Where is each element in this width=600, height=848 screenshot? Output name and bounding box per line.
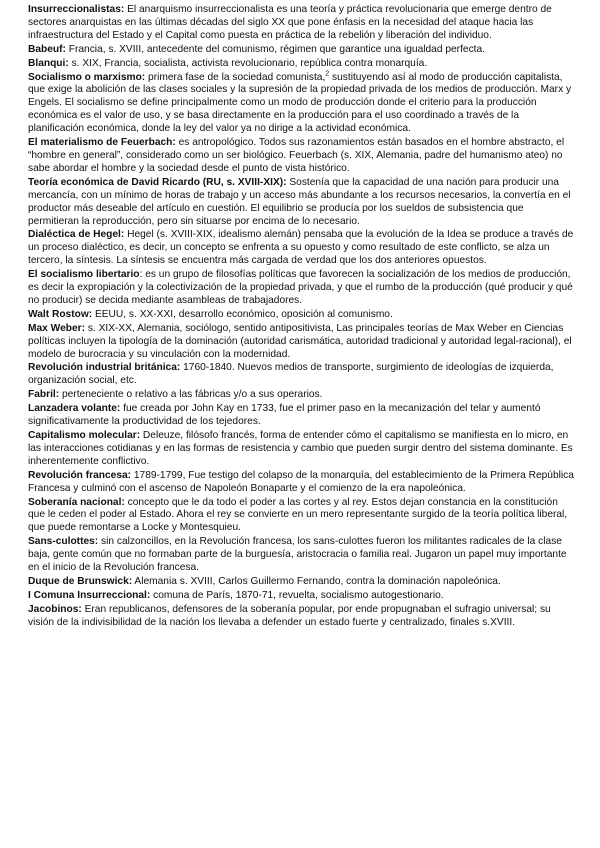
entry-definition: Hegel (s. XVIII-XIX, idealismo alemán) pensaba que la evolución de la Idea se produce a través de un proceso dialéctico, es decir, un concepto se enfrenta a su opuesto y como resultado de este conflicto, se alza un tercero, la síntesis. La síntesis se encuentra más cargada de verdad que los dos anteriores opuestos. bbox=[28, 229, 574, 267]
entry-blanqui bbox=[28, 58, 574, 71]
entry-soberania-nacional bbox=[28, 497, 574, 536]
entry-term: Dialéctica de Hegel: bbox=[28, 229, 125, 241]
entry-materialismo-feuerbach bbox=[28, 137, 574, 176]
entry-definition: Sostenía que la capacidad de una nación para producir una mercancía, con un mínimo de horas de trabajo y un acceso más abundante a los recursos necesarios, la convertía en el productor más deseable del artículo en cuestión. El equilibrio se producía por los sueldos de subsistencia que permitieran la reproducción, pero sin situarse por encima de lo necesario. bbox=[28, 176, 571, 227]
entry-term: Duque de Brunswick: bbox=[28, 575, 133, 587]
entry-comuna-insurreccional bbox=[28, 590, 574, 603]
entry-term: Fabril: bbox=[28, 389, 60, 401]
entry-term: Babeuf: bbox=[28, 43, 66, 55]
entry-definition: Francia, s. XVIII, antecedente del comunismo, régimen que garantice una igualdad perfecta. bbox=[65, 43, 485, 55]
entry-socialismo-libertario bbox=[28, 269, 574, 308]
entry-term: Revolución industrial británica: bbox=[28, 362, 181, 374]
entry-term: Revolución francesa: bbox=[28, 469, 132, 481]
entry-term: Teoría económica de David Ricardo (RU, s. XVIII-XIX): bbox=[28, 176, 287, 188]
entry-revolucion-francesa bbox=[28, 470, 574, 496]
entry-revolucion-industrial bbox=[28, 362, 574, 388]
entry-term: Walt Rostow: bbox=[28, 308, 93, 320]
entry-term: Max Weber: bbox=[28, 322, 85, 334]
entry-term: Capitalismo molecular: bbox=[28, 430, 141, 441]
entry-term: Sans-culottes: bbox=[28, 536, 99, 548]
entry-capitalismo-molecular bbox=[28, 430, 574, 469]
entry-babeuf bbox=[28, 44, 574, 57]
entry-max-weber bbox=[28, 323, 574, 362]
entry-term: Lanzadera volante: bbox=[28, 403, 121, 415]
entry-term: Blanqui: bbox=[28, 57, 69, 69]
entry-definition: sustituyendo así al modo de producción capitalista, que exige la abolición de las clases sociales y la supresión de la propiedad privada de los medios de producción. Marx y Engels. El socialismo se define principalmente como un modo de producción donde el criterio para la producción económica es el valor de uso, y se basa directamente en la producción para el uso coordinado a través de la planificación económica, donde la ley del valor ya no dirige a la actividad económica. bbox=[28, 71, 572, 135]
entry-david-ricardo bbox=[28, 177, 574, 229]
entry-term: Jacobinos: bbox=[28, 603, 82, 615]
entry-definition: 1760-1840. Nuevos medios de transporte, surgimiento de ideologías de izquierda, organización social, etc. bbox=[28, 362, 554, 387]
entry-definition: fue creada por John Kay en 1733, fue el primer paso en la mecanización del telar y aumentó significativamente la productividad de los tejedores. bbox=[28, 403, 541, 428]
entry-definition: El anarquismo insurreccionalista es una teoría y práctica revolucionaria que emerge dentro de sectores anarquistas en las últimas décadas del siglo XX que pone énfasis en la necesidad del ataque hacia las infraestructura del Estado y el Capital como puesta en práctica de la rebelión y liberación del individuo. bbox=[28, 4, 552, 41]
entry-definition: Alemania s. XVIII, Carlos Guillermo Fernando, contra la dominación napoleónica. bbox=[132, 575, 501, 587]
entry-dialectica-hegel bbox=[28, 229, 574, 268]
entry-term: El materialismo de Feuerbach: bbox=[28, 137, 176, 149]
entry-walt-rostow bbox=[28, 309, 574, 322]
entry-definition: : es un grupo de filosofías políticas que favorecen la socialización de los medios de producción, es decir la expropiación y la colectivización de la propiedad privada, y que el rumbo de la producción (qué producir y qué no producir) se decida mediante asambleas de trabajadores. bbox=[28, 269, 573, 306]
entry-definition: perteneciente o relativo a las fábricas y/o a sus operarios. bbox=[59, 389, 323, 401]
entry-definition-start: primera fase de la sociedad comunista, bbox=[145, 71, 326, 83]
entry-definition: Deleuze, filósofo francés, forma de entender cómo el capitalismo se manifiesta en lo micro, en las interacciones cotidianas y en las formas de resistencia y cambio que pueden surgir dentro del sistema dominante. Es inherentemente conflictivo. bbox=[28, 430, 573, 467]
entry-definition: 1789-1799, Fue testigo del colapso de la monarquía, del establecimiento de la Primera República Francesa y culminó con el ascenso de Napoleón Bonaparte y el comienzo de la era napoleónica. bbox=[28, 469, 574, 494]
entry-term: Insurreccionalistas: bbox=[28, 4, 125, 15]
entry-socialismo-marxismo bbox=[28, 72, 574, 137]
entry-definition: sin calzoncillos, en la Revolución francesa, los sans-culottes fueron los militantes radicales de la clase baja, gente común que no formaban parte de la burguesía, aristocracia o familia real. Jugaron un papel muy importante en el inicio de la Revolución francesa. bbox=[28, 536, 567, 574]
entry-term: Soberanía nacional: bbox=[28, 496, 125, 508]
entry-term: Socialismo o marxismo: bbox=[28, 71, 146, 83]
entry-definition: s. XIX, Francia, socialista, activista revolucionario, república contra monarquía. bbox=[68, 57, 428, 69]
entry-definition: Eran republicanos, defensores de la soberanía popular, por ende propugnaban el sufragio universal; su visión de la indivisibilidad de la nación los llevaba a defender un estado fuerte y centralizado, finales s.XVIII. bbox=[28, 603, 551, 628]
entry-insurreccionalistas bbox=[28, 4, 574, 43]
entry-duque-brunswick bbox=[28, 576, 574, 589]
entry-definition: s. XIX-XX, Alemania, sociólogo, sentido antipositivista, Las principales teorías de Max Weber en Ciencias políticas incluyen la tipología de la dominación (autoridad carismática, autoridad tradicional y autoridad legal-racional), el modelo de burocracia y su vinculación con la modernidad. bbox=[28, 322, 572, 360]
entry-definition: es antropológico. Todos sus razonamientos están basados en el hombre abstracto, el “hombre en general”, considerado como un ser biológico. Feuerbach (s. XIX, Alemania, padre del humanismo ateo) no sabe abordar el hombre y la sociedad desde el punto de vista histórico. bbox=[28, 137, 565, 174]
entry-term: El socialismo libertario bbox=[28, 269, 140, 281]
entry-sans-culottes bbox=[28, 536, 574, 575]
footnote-reference: 2 bbox=[325, 70, 330, 78]
entry-definition: EEUU, s. XX-XXI, desarrollo económico, oposición al comunismo. bbox=[92, 308, 393, 320]
entry-definition: concepto que le da todo el poder a las cortes y al rey. Estos dejan constancia en la constitución que le ceden el poder al Estado. Ahora el rey se convierte en un mero representante surgido de la teoría política liberal, que puede remontarse a Locke y Montesquieu. bbox=[28, 496, 568, 534]
entry-fabril bbox=[28, 389, 574, 402]
entry-term: I Comuna Insurreccional: bbox=[28, 589, 151, 601]
entry-lanzadera-volante bbox=[28, 403, 574, 429]
entry-jacobinos bbox=[28, 604, 574, 630]
entry-definition: comuna de París, 1870-71, revuelta, socialismo autogestionario. bbox=[150, 589, 444, 601]
